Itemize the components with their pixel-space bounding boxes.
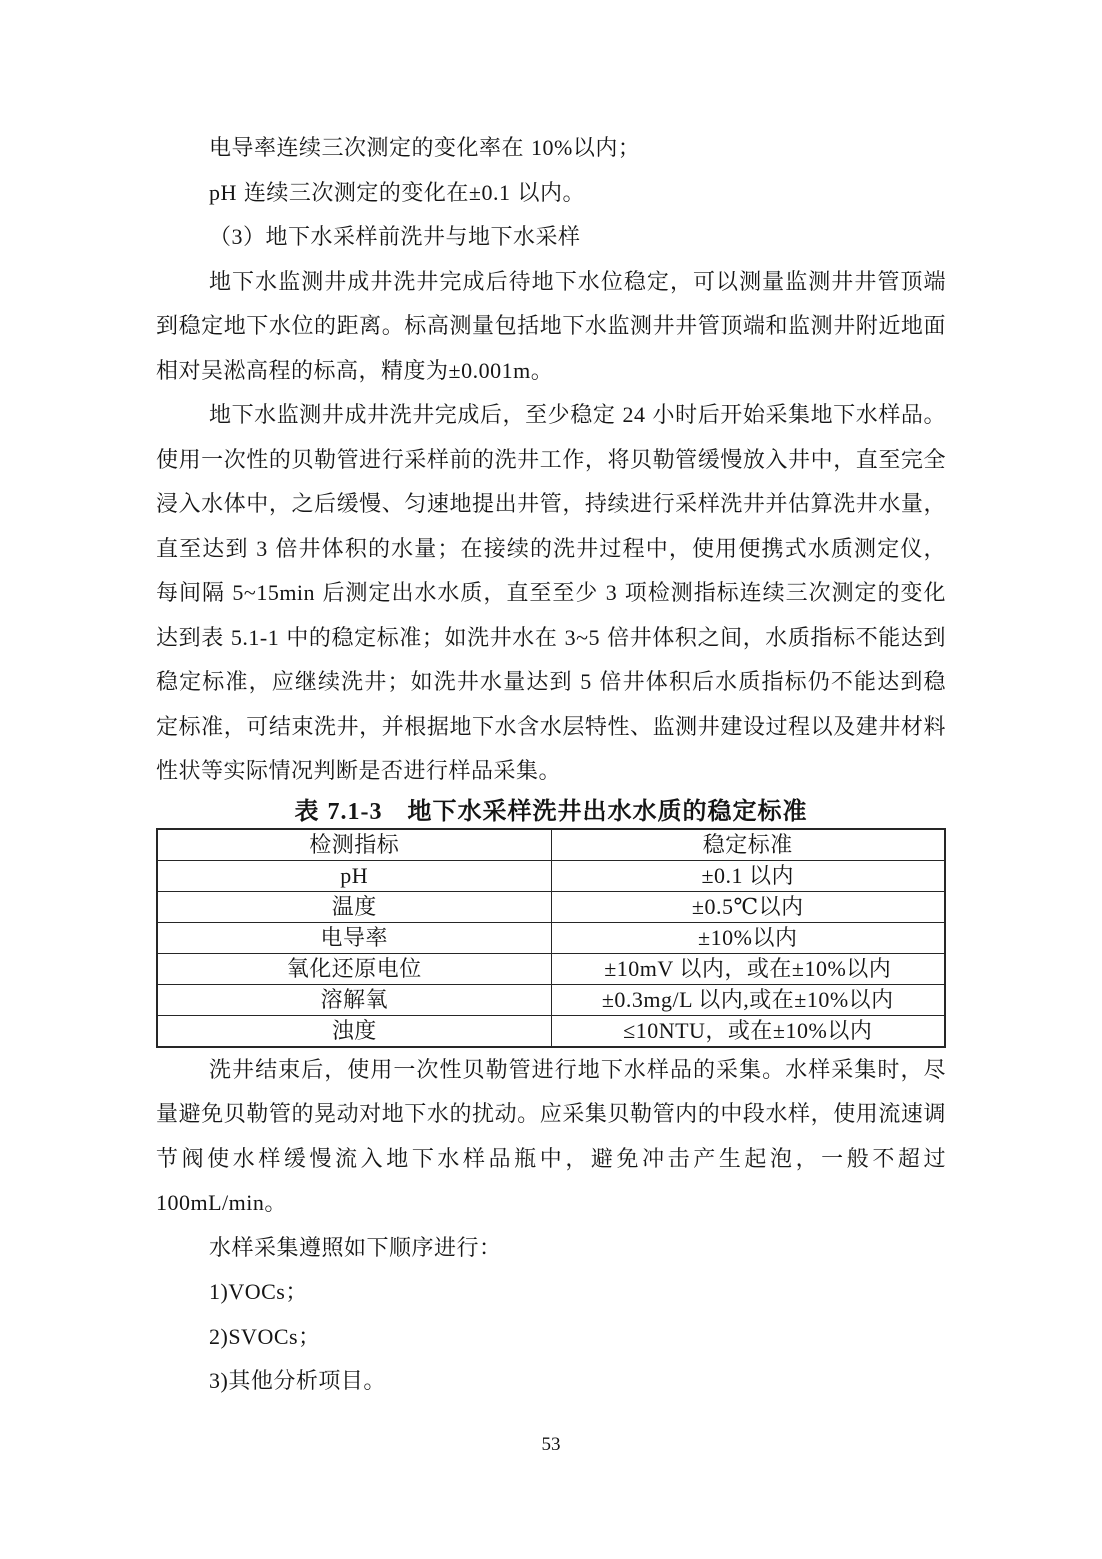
section-heading: （3）地下水采样前洗井与地下水采样: [209, 224, 581, 249]
paragraph-conductivity-criterion: 电导率连续三次测定的变化率在 10%以内；: [209, 135, 641, 160]
table-row: [157, 1015, 945, 1047]
table-row: [157, 984, 945, 1015]
table-cell: pH: [157, 860, 551, 891]
table-cell: ±0.3mg/L 以内,或在±10%以内: [551, 984, 945, 1015]
table-cell: ±10mV 以内，或在±10%以内: [551, 953, 945, 984]
paragraph-sampling-order-intro: 水样采集遵照如下顺序进行：: [209, 1234, 502, 1260]
table-cell: ±10%以内: [551, 922, 945, 953]
page-content: [156, 126, 946, 1404]
table-cell: 氧化还原电位: [157, 953, 551, 984]
table-header-cell: 检测指标: [157, 829, 551, 861]
table-cell: ±0.1 以内: [551, 860, 945, 891]
table-row: [157, 922, 945, 953]
table-title: 表 7.1-3 地下水采样洗井出水水质的稳定标准: [294, 798, 808, 825]
list-item-other-analysis: 3)其他分析项目。: [209, 1368, 386, 1393]
list-item-vocs: 1)VOCs；: [209, 1279, 308, 1304]
paragraph-well-purging: 地下水监测井成井洗井完成后，至少稳定 24 小时后开始采集地下水样品。使用一次性的贝勒管进行采样前的洗井工作，将贝勒管缓慢放入井中，直至完全浸入水体中，之后缓慢、匀速地提出井管，持续进行采样洗井并估算洗井水量，直至达到 3 倍井体积的水量；在接续的洗井过程中，使用便携式水质测定仪，每间隔 5~15min 后测定出水水质，直至至少 3 项检测指标连续三次测定的变化达到表 5.1-1 中的稳定标准；如洗井水在 3~5 倍井体积之间，水质指标不能达到稳定标准，应继续洗井；如洗井水量达到 5 倍井体积后水质指标仍不能达到稳定标准，可结束洗井，并根据地下水含水层特性、监测井建设过程以及建井材料性状等实际情况判断是否进行样品采集。: [156, 402, 946, 783]
table-row: [157, 953, 945, 984]
paragraph-ph-criterion: pH 连续三次测定的变化在±0.1 以内。: [209, 179, 585, 205]
table-cell: 温度: [157, 891, 551, 922]
table-row: [157, 891, 945, 922]
list-item-svocs: 2)SVOCs；: [209, 1323, 321, 1349]
table-row: [157, 860, 945, 891]
table-cell: ±0.5℃以内: [551, 891, 945, 922]
table-cell: 溶解氧: [157, 984, 551, 1015]
paragraph-sample-collection: 洗井结束后，使用一次性贝勒管进行地下水样品的采集。水样采集时，尽量避免贝勒管的晃动对地下水的扰动。应采集贝勒管内的中段水样，使用流速调节阀使水样缓慢流入地下水样品瓶中，避免冲击产生起泡，一般不超过 100mL/min。: [156, 1056, 946, 1215]
stability-standards-table: [156, 828, 946, 1048]
page-number: 53: [541, 1434, 561, 1455]
table-cell: 浊度: [157, 1015, 551, 1047]
paragraph-elevation-measurement: 地下水监测井成井洗井完成后待地下水位稳定，可以测量监测井井管顶端到稳定地下水位的距离。标高测量包括地下水监测井井管顶端和监测井附近地面相对吴淞高程的标高，精度为±0.001m。: [156, 268, 946, 383]
table-header-row: [157, 829, 945, 861]
table-header-cell: 稳定标准: [551, 829, 945, 861]
table-cell: ≤10NTU，或在±10%以内: [551, 1015, 945, 1047]
table-cell: 电导率: [157, 922, 551, 953]
